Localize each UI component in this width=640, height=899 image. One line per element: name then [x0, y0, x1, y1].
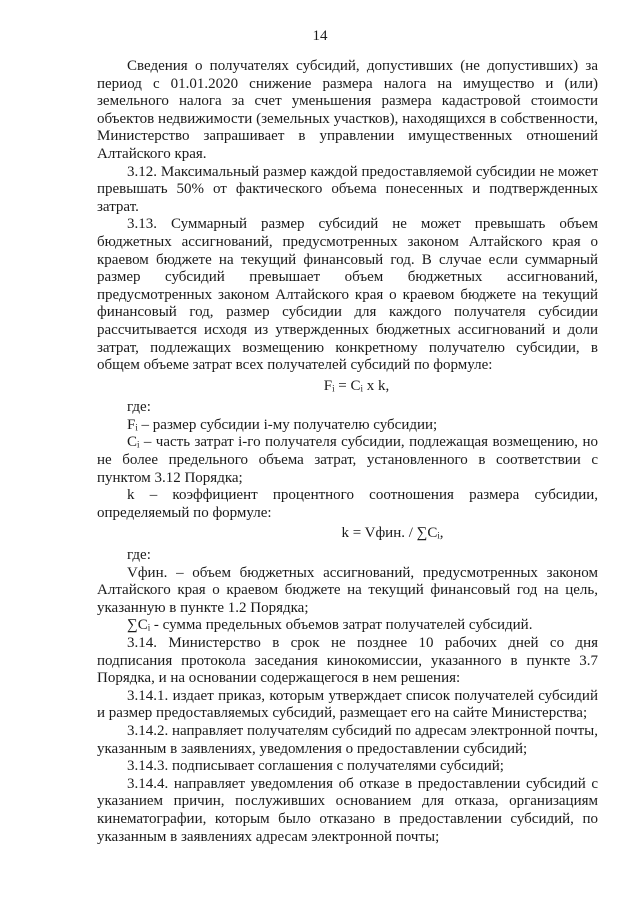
document-body: [97, 58, 598, 846]
paragraph-3-14-2: 3.14.2. направляет получателям субсидий по адресам электронной почты, указанным в заявлениях, уведомления о предоставлении субсидий;: [97, 722, 598, 757]
where-label-1: где:: [127, 399, 151, 416]
paragraph-3-14-4: 3.14.4. направляет уведомления об отказе в предоставлении субсидий с указанием причин, послуживших основанием для отказа, организациям кинематографии, которым было отказано в предоставлении субсидий, по указанным в заявлениях адресам электронной почты;: [97, 775, 598, 845]
formula-coefficient: k = Vфин. / ∑Cᵢ,: [341, 525, 444, 542]
paragraph-3-13: 3.13. Суммарный размер субсидий не может превышать объем бюджетных ассигнований, предусмотренных законом Алтайского края о краевом бюджете на текущий финансовый год. В случае если суммарный размер субсидий превышает объем бюджетных ассигнований, предусмотренных законом Алтайского края о краевом бюджете на текущий финансовый год, размер субсидии для каждого получателя субсидии рассчитывается исходя из утвержденных бюджетных ассигнований и доли затрат, подлежащих возмещению конкретному получателю субсидии, в общем объеме затрат всех получателей субсидий по формуле:: [97, 216, 598, 374]
where-label-2: где:: [127, 547, 151, 564]
definition-k: k – коэффициент процентного соотношения размера субсидии, определяемый по формуле:: [97, 487, 598, 521]
paragraph-3-14: 3.14. Министерство в срок не позднее 10 рабочих дней со дня подписания протокола заседания кинокомиссии, указанного в пункте 3.7 Порядка, и на основании содержащегося в нем решения:: [97, 635, 598, 687]
paragraph-3-14-1: 3.14.1. издает приказ, которым утверждает список получателей субсидий и размер предоставляемых субсидий, размещает его на сайте Министерства;: [97, 687, 598, 722]
paragraph-info-requests: Сведения о получателях субсидий, допустивших (не допустивших) за период с 01.01.2020 снижение размера налога на имущество и (или) земельного налога за счет уменьшения размера кадастровой стоимости объектов недвижимости (земельных участков), находящихся в собственности, Министерство запрашивает в управлении имущественных отношений Алтайского края.: [97, 58, 598, 162]
page-number: 14: [312, 28, 328, 44]
definition-c: Cᵢ – часть затрат i-го получателя субсидии, подлежащая возмещению, но не более предельного объема затрат, установленного в соответствии с пунктом 3.12 Порядка;: [97, 434, 598, 486]
formula-subsidy: Fᵢ = Cᵢ x k,: [323, 377, 390, 394]
paragraph-3-14-3: 3.14.3. подписывает соглашения с получателями субсидий;: [127, 758, 504, 775]
definition-v: Vфин. – объем бюджетных ассигнований, предусмотренных законом Алтайского края о краевом бюджете на текущий финансовый год на цель, указанную в пункте 1.2 Порядка;: [97, 564, 598, 616]
definition-sum: ∑Cᵢ - сумма предельных объемов затрат получателей субсидий.: [127, 617, 533, 634]
definition-f: Fᵢ – размер субсидии i-му получателю субсидии;: [127, 416, 438, 433]
paragraph-3-12: 3.12. Максимальный размер каждой предоставляемой субсидии не может превышать 50% от фактического объема понесенных и подтвержденных затрат.: [97, 163, 598, 215]
